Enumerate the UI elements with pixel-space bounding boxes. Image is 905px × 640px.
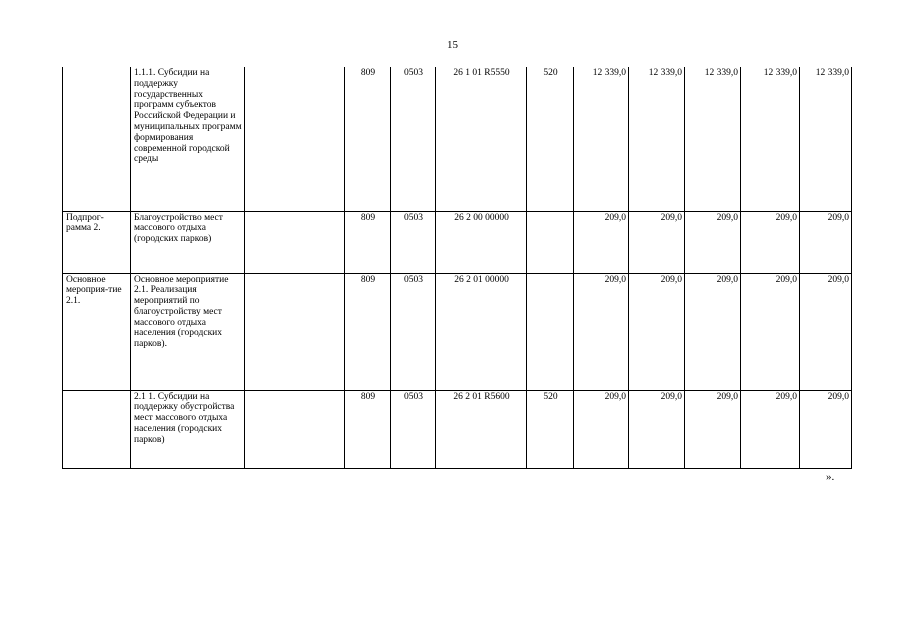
- grbs-cell: 809: [345, 67, 391, 211]
- value-cell: 12 339,0: [741, 67, 800, 211]
- table-row: [63, 211, 852, 273]
- executor-cell: [245, 273, 345, 390]
- value-cell: 12 339,0: [800, 67, 852, 211]
- vr-cell: 520: [527, 67, 574, 211]
- vr-cell: 520: [527, 390, 574, 468]
- value-cell: 209,0: [800, 390, 852, 468]
- status-cell: Основное мероприя-тие 2.1.: [63, 273, 131, 390]
- value-cell: 209,0: [800, 273, 852, 390]
- budget-table: [62, 67, 852, 469]
- status-cell: [63, 390, 131, 468]
- table-row: [63, 390, 852, 468]
- value-cell: 209,0: [574, 273, 629, 390]
- value-cell: 209,0: [629, 273, 685, 390]
- value-cell: 209,0: [574, 390, 629, 468]
- name-cell: Основное мероприятие 2.1. Реализация мероприятий по благоустройству мест массового отдыха населения (городских парков).: [131, 273, 245, 390]
- name-cell: 2.1 1. Субсидии на поддержку обустройства мест массового отдыха населения (городских парков): [131, 390, 245, 468]
- csr-cell: 26 2 00 00000: [436, 211, 527, 273]
- closing-quote-mark: ».: [826, 471, 835, 483]
- value-cell: 12 339,0: [574, 67, 629, 211]
- table-row: [63, 67, 852, 211]
- value-cell: 209,0: [629, 211, 685, 273]
- page-number: 15: [447, 39, 458, 51]
- value-cell: 209,0: [741, 273, 800, 390]
- rzpr-cell: 0503: [391, 390, 436, 468]
- value-cell: 209,0: [685, 211, 741, 273]
- grbs-cell: 809: [345, 390, 391, 468]
- value-cell: 209,0: [574, 211, 629, 273]
- executor-cell: [245, 67, 345, 211]
- value-cell: 209,0: [685, 390, 741, 468]
- value-cell: 209,0: [741, 390, 800, 468]
- executor-cell: [245, 211, 345, 273]
- table-row: [63, 273, 852, 390]
- value-cell: 209,0: [741, 211, 800, 273]
- grbs-cell: 809: [345, 211, 391, 273]
- name-cell: 1.1.1. Субсидии на поддержку государственных программ субъектов Российской Федерации и муниципальных программ формирования современной городской среды: [131, 67, 245, 211]
- status-cell: Подпрог-рамма 2.: [63, 211, 131, 273]
- value-cell: 12 339,0: [629, 67, 685, 211]
- vr-cell: [527, 211, 574, 273]
- vr-cell: [527, 273, 574, 390]
- name-cell: Благоустройство мест массового отдыха (городских парков): [131, 211, 245, 273]
- executor-cell: [245, 390, 345, 468]
- value-cell: 209,0: [629, 390, 685, 468]
- status-cell: [63, 67, 131, 211]
- csr-cell: 26 2 01 00000: [436, 273, 527, 390]
- csr-cell: 26 1 01 R5550: [436, 67, 527, 211]
- rzpr-cell: 0503: [391, 211, 436, 273]
- rzpr-cell: 0503: [391, 67, 436, 211]
- rzpr-cell: 0503: [391, 273, 436, 390]
- grbs-cell: 809: [345, 273, 391, 390]
- csr-cell: 26 2 01 R5600: [436, 390, 527, 468]
- value-cell: 209,0: [800, 211, 852, 273]
- value-cell: 209,0: [685, 273, 741, 390]
- value-cell: 12 339,0: [685, 67, 741, 211]
